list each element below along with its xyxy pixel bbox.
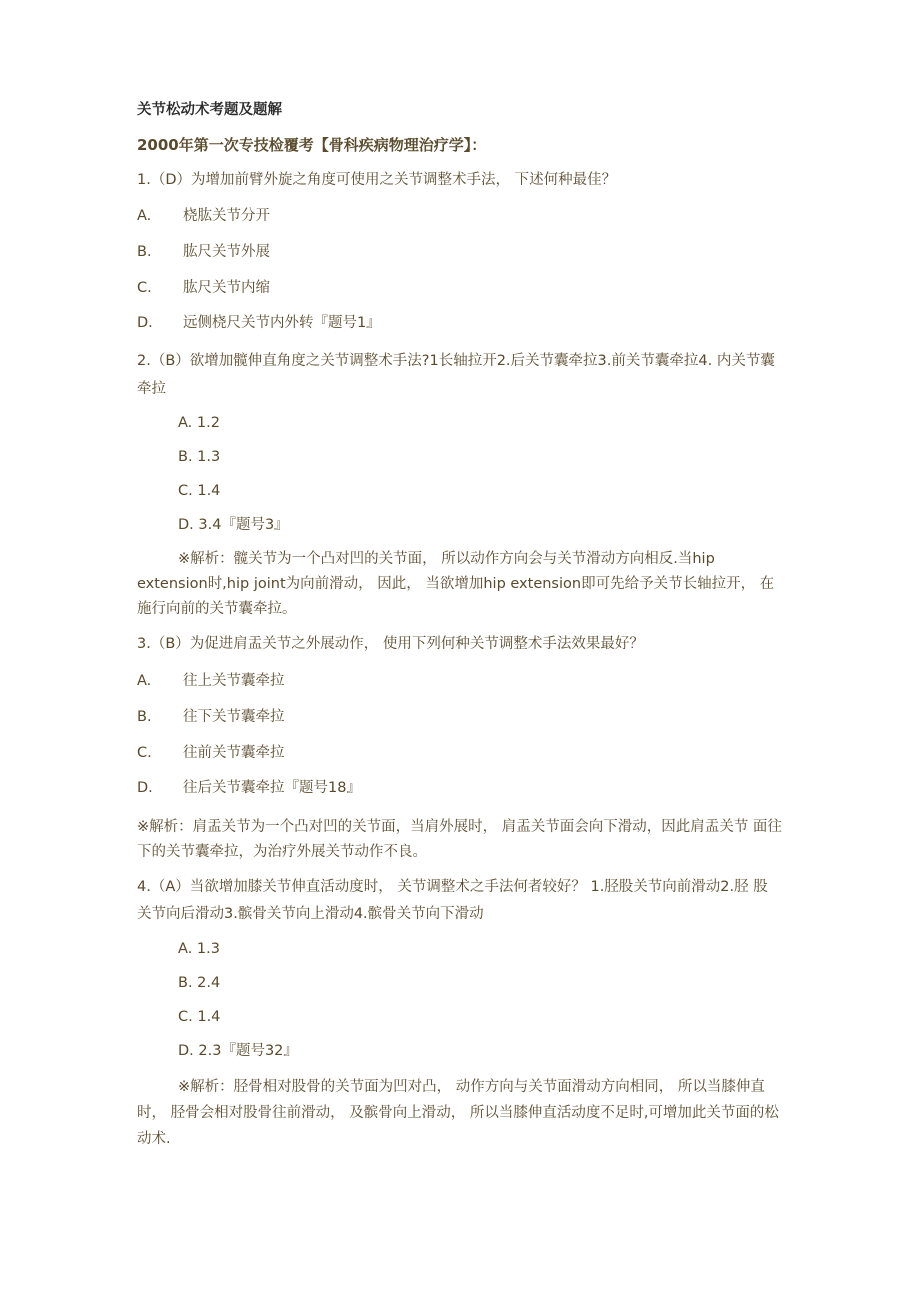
q2-option-a: A. 1.2 xyxy=(178,415,220,431)
question-3-stem: 3.（B）为促进肩盂关节之外展动作， 使用下列何种关节调整术手法效果最好？ xyxy=(137,636,644,652)
q3-option-d: D. 往后关节囊牵拉『题号18』 xyxy=(137,780,361,796)
doc-subtitle: 2000年第一次专技检覆考【骨科疾病物理治疗学】： xyxy=(137,136,487,154)
doc-title: 关节松动术考题及题解 xyxy=(137,102,282,118)
q4-option-d: D. 2.3『题号32』 xyxy=(178,1043,298,1059)
q4-option-b: B. 2.4 xyxy=(178,975,221,991)
q3-analysis: ※解析：肩盂关节为一个凸对凹的关节面，当肩外展时， 肩盂关节面会向下滑动，因此肩盂关节 面往下的关节囊牵拉，为治疗外展关节动作不良。 xyxy=(137,819,782,860)
question-1-stem: 1.（D）为增加前臂外旋之角度可使用之关节调整术手法， 下述何种最佳？ xyxy=(137,172,617,188)
q1-option-b: B. 肱尺关节外展 xyxy=(137,244,270,260)
q3-option-a: A. 往上关节囊牵拉 xyxy=(137,673,285,689)
q1-option-c: C. 肱尺关节内缩 xyxy=(137,280,270,296)
q1-option-a: A. 桡肱关节分开 xyxy=(137,208,270,224)
q2-option-d: D. 3.4『题号3』 xyxy=(178,517,289,533)
q4-option-c: C. 1.4 xyxy=(178,1009,221,1025)
question-4-stem: 4.（A）当欲增加膝关节伸直活动度时， 关节调整术之手法何者较好？ 1.胫股关节向前滑动2.胫 股关节向后滑动3.髌骨关节向上滑动4.髌骨关节向下滑动 xyxy=(137,879,768,922)
q2-analysis: ※解析：髋关节为一个凸对凹的关节面， 所以动作方向会与关节滑动方向相反.当hip extension时,hip joint为向前滑动， 因此， 当欲增加hip extension即可先给予关节长轴拉开， 在施行向前的关节囊牵拉。 xyxy=(137,551,775,617)
q3-option-b: B. 往下关节囊牵拉 xyxy=(137,709,285,725)
q4-option-a: A. 1.3 xyxy=(178,941,220,957)
q3-option-c: C. 往前关节囊牵拉 xyxy=(137,745,285,761)
q2-option-c: C. 1.4 xyxy=(178,483,221,499)
question-2-stem: 2.（B）欲增加髋伸直角度之关节调整术手法?1长轴拉开2.后关节囊牵拉3.前关节囊牵拉4. 内关节囊牵拉 xyxy=(137,353,775,397)
q1-option-d: D. 远侧桡尺关节内外转『题号1』 xyxy=(137,315,381,331)
q2-option-b: B. 1.3 xyxy=(178,449,221,465)
q4-analysis: ※解析：胫骨相对股骨的关节面为凹对凸， 动作方向与关节面滑动方向相同， 所以当膝伸直 时， 胫骨会相对股骨往前滑动， 及髌骨向上滑动， 所以当膝伸直活动度不足时,可增加此关节面的松 动术. xyxy=(137,1079,779,1147)
